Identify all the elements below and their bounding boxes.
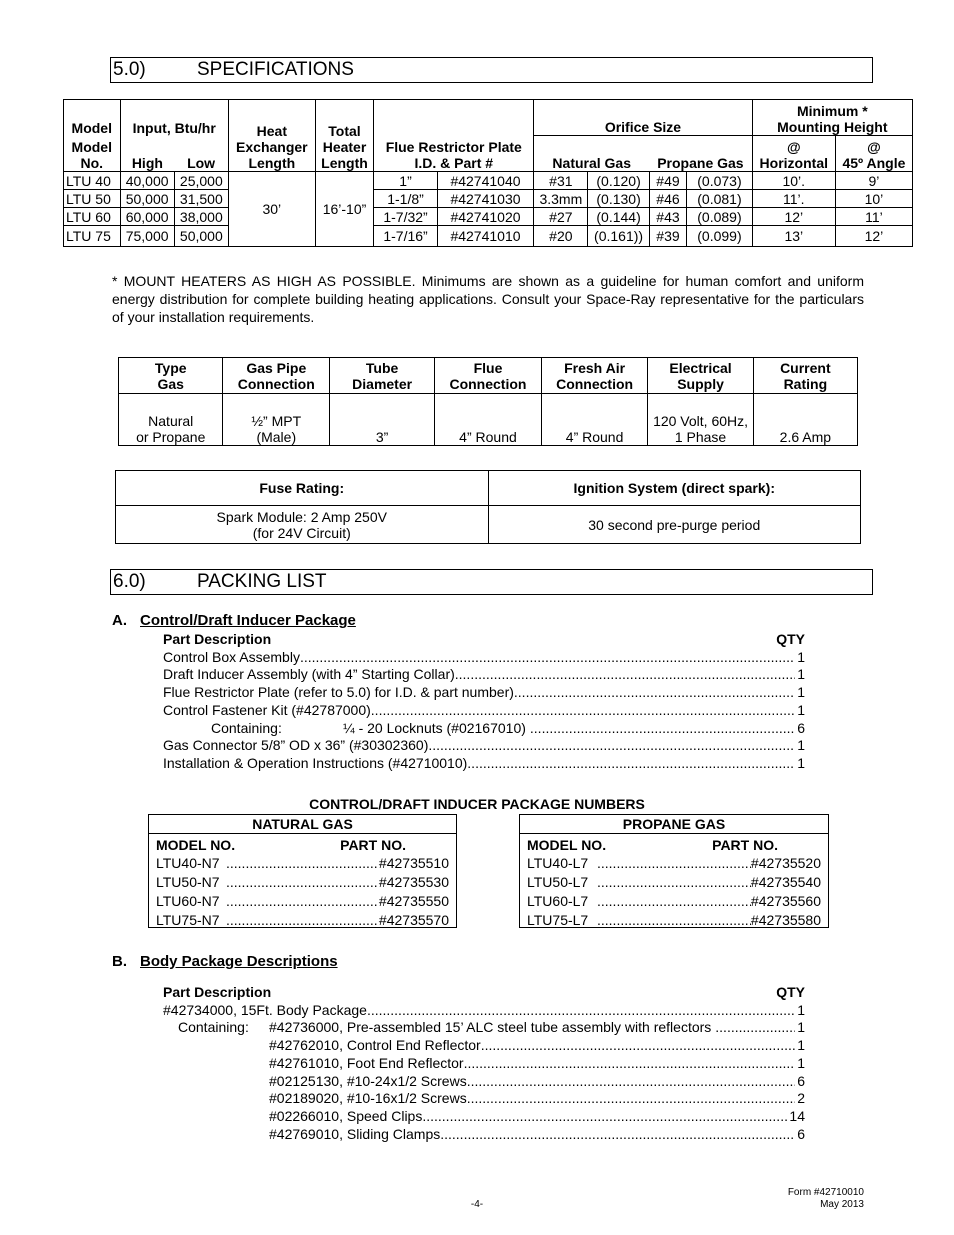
list-item: Control Box Assembly ..... 1 bbox=[163, 649, 805, 667]
cell-fuse-rating: Spark Module: 2 Amp 250V (for 24V Circuit) bbox=[116, 506, 489, 544]
list-item: Gas Connector 5/8” OD x 36” (#30302360) ..... 1 bbox=[163, 737, 805, 755]
th-tube-diameter: Tube Diameter bbox=[330, 358, 435, 394]
th-high: High bbox=[120, 136, 174, 172]
column-headers: MODEL NO. PART NO. bbox=[156, 837, 406, 853]
cell-type-gas: Natural or Propane bbox=[119, 394, 223, 446]
cell-high: 40,000 bbox=[120, 172, 174, 190]
th-gas-pipe: Gas Pipe Connection bbox=[223, 358, 330, 394]
section-title: SPECIFICATIONS bbox=[197, 59, 354, 80]
list-item: #42762010, Control End Reflector ..... 1 bbox=[163, 1037, 805, 1055]
th-flue-restrictor: Flue Restrictor Plate I.D. & Part # bbox=[374, 100, 534, 172]
cell-fresh-air: 4” Round bbox=[541, 394, 648, 446]
cell-ignition-system: 30 second pre-purge period bbox=[488, 506, 861, 544]
list-item: LTU60-N7 ..... #42735550 bbox=[149, 892, 456, 911]
th-min-height: Minimum * Mounting Height bbox=[752, 100, 912, 136]
cell-pg-orifice: #43 bbox=[649, 208, 687, 226]
packing-list-a bbox=[163, 631, 805, 773]
list-item: LTU50-N7 ..... #42735530 bbox=[149, 873, 456, 892]
cell-gas-pipe: ½” MPT (Male) bbox=[223, 394, 330, 446]
th-fuse-rating: Fuse Rating: bbox=[116, 471, 489, 506]
th-model-no: Model No. bbox=[64, 136, 121, 172]
cell-low: 50,000 bbox=[174, 226, 228, 247]
th-propane-gas: Propane Gas bbox=[649, 136, 752, 172]
cell-horizontal: 12’ bbox=[752, 208, 835, 226]
cell-angle: 9’ bbox=[835, 172, 912, 190]
cell-angle: 10’ bbox=[835, 190, 912, 208]
cell-ng-size: (0.144) bbox=[588, 208, 649, 226]
cell-ng-size: (0.120) bbox=[588, 172, 649, 190]
cell-id: 1-7/32” bbox=[374, 208, 437, 226]
cell-high: 50,000 bbox=[120, 190, 174, 208]
list-item: Draft Inducer Assembly (with 4” Starting Collar) ..... 1 bbox=[163, 666, 805, 684]
package-numbers-title: CONTROL/DRAFT INDUCER PACKAGE NUMBERS bbox=[309, 796, 645, 812]
list-item: LTU75-N7 ..... #42735570 bbox=[149, 911, 456, 930]
packing-list-b bbox=[163, 984, 805, 1143]
connection-table bbox=[118, 357, 858, 446]
form-number: Form #42710010 May 2013 bbox=[787, 1187, 864, 1210]
cell-heat-length: 30’ bbox=[228, 172, 315, 247]
th-45-angle: @ 45º Angle bbox=[835, 136, 912, 172]
cell-part: #42741040 bbox=[437, 172, 534, 190]
subsection-a-heading: A. Control/Draft Inducer Package bbox=[112, 612, 356, 629]
natural-gas-box bbox=[148, 814, 457, 928]
cell-ng-size: (0.130) bbox=[588, 190, 649, 208]
cell-angle: 11’ bbox=[835, 208, 912, 226]
th-horizontal: @ Horizontal bbox=[752, 136, 835, 172]
list-item: Control Fastener Kit (#42787000) ..... 1 bbox=[163, 702, 805, 720]
cell-ng-size: (0.161)) bbox=[588, 226, 649, 247]
list-item: LTU60-L7 ..... #42735560 bbox=[520, 892, 828, 911]
cell-ng-orifice: #27 bbox=[534, 208, 588, 226]
cell-pg-size: (0.073) bbox=[687, 172, 752, 190]
list-item: LTU50-L7 ..... #42735540 bbox=[520, 873, 828, 892]
cell-part: #42741020 bbox=[437, 208, 534, 226]
propane-gas-heading: PROPANE GAS bbox=[520, 815, 828, 834]
cell-total-length: 16’-10” bbox=[315, 172, 374, 247]
cell-current: 2.6 Amp bbox=[753, 394, 857, 446]
cell-pg-orifice: #39 bbox=[649, 226, 687, 247]
th-heat-exchanger: Heat Exchanger Length bbox=[228, 100, 315, 172]
cell-id: 1-7/16” bbox=[374, 226, 437, 247]
th-input: Input, Btu/hr bbox=[120, 100, 228, 136]
list-item: Containing: ¼ - 20 Locknuts (#02167010) ..... 6 bbox=[163, 720, 805, 738]
section-number: 5.0) bbox=[113, 59, 146, 80]
list-item: LTU75-L7 ..... #42735580 bbox=[520, 911, 828, 930]
th-current: Current Rating bbox=[753, 358, 857, 394]
cell-part: #42741010 bbox=[437, 226, 534, 247]
section-6-header bbox=[110, 569, 873, 595]
cell-id: 1” bbox=[374, 172, 437, 190]
section-title: PACKING LIST bbox=[197, 571, 327, 592]
column-headers: MODEL NO. PART NO. bbox=[527, 837, 778, 853]
list-item: Installation & Operation Instructions (#42710010) ..... 1 bbox=[163, 755, 805, 773]
list-item: #42734000, 15Ft. Body Package ..... 1 bbox=[163, 1002, 805, 1020]
cell-id: 1-1/8” bbox=[374, 190, 437, 208]
th-fresh-air: Fresh Air Connection bbox=[541, 358, 648, 394]
specifications-table bbox=[63, 99, 913, 247]
list-item: #42761010, Foot End Reflector ..... 1 bbox=[163, 1055, 805, 1073]
section-number: 6.0) bbox=[113, 571, 146, 592]
list-header: Part Description QTY bbox=[163, 984, 805, 1000]
cell-model: LTU 60 bbox=[64, 208, 121, 226]
subsection-b-heading: B. Body Package Descriptions bbox=[112, 953, 338, 970]
th-model: Model bbox=[64, 100, 121, 136]
cell-ng-orifice: #31 bbox=[534, 172, 588, 190]
cell-low: 31,500 bbox=[174, 190, 228, 208]
cell-pg-orifice: #46 bbox=[649, 190, 687, 208]
cell-low: 38,000 bbox=[174, 208, 228, 226]
list-item: Containing: #42736000, Pre-assembled 15’ ALC steel tube assembly with reflectors ..... 1 bbox=[163, 1019, 805, 1037]
table-row bbox=[64, 226, 913, 247]
cell-high: 75,000 bbox=[120, 226, 174, 247]
cell-horizontal: 10’. bbox=[752, 172, 835, 190]
table-row bbox=[64, 208, 913, 226]
cell-model: LTU 50 bbox=[64, 190, 121, 208]
th-type-gas: Type Gas bbox=[119, 358, 223, 394]
table-row bbox=[64, 172, 913, 190]
section-5-header bbox=[110, 57, 873, 83]
natural-gas-heading: NATURAL GAS bbox=[149, 815, 456, 834]
cell-part: #42741030 bbox=[437, 190, 534, 208]
propane-gas-box bbox=[519, 814, 829, 928]
th-orifice-size: Orifice Size bbox=[534, 100, 752, 136]
mounting-note: * MOUNT HEATERS AS HIGH AS POSSIBLE. Minimums are shown as a guideline for human comfort and uniform energy distribution for complete building heating applications. Consult your Space-Ray representative for the particulars of your installation requirements. bbox=[112, 273, 864, 325]
cell-low: 25,000 bbox=[174, 172, 228, 190]
th-low: Low bbox=[174, 136, 228, 172]
cell-pg-size: (0.081) bbox=[687, 190, 752, 208]
cell-model: LTU 75 bbox=[64, 226, 121, 247]
th-electrical: Electrical Supply bbox=[648, 358, 753, 394]
list-item: LTU40-N7 ..... #42735510 bbox=[149, 854, 456, 873]
cell-flue-connection: 4” Round bbox=[435, 394, 542, 446]
th-ignition-system: Ignition System (direct spark): bbox=[488, 471, 861, 506]
cell-ng-orifice: 3.3mm bbox=[534, 190, 588, 208]
list-header: Part Description QTY bbox=[163, 631, 805, 647]
cell-horizontal: 11’. bbox=[752, 190, 835, 208]
cell-high: 60,000 bbox=[120, 208, 174, 226]
list-item: #02125130, #10-24x1/2 Screws ..... 6 bbox=[163, 1073, 805, 1091]
cell-ng-orifice: #20 bbox=[534, 226, 588, 247]
th-natural-gas: Natural Gas bbox=[534, 136, 649, 172]
list-item: LTU40-L7 ..... #42735520 bbox=[520, 854, 828, 873]
table-row bbox=[64, 190, 913, 208]
list-item: #02266010, Speed Clips ..... 14 bbox=[163, 1108, 805, 1126]
cell-horizontal: 13’ bbox=[752, 226, 835, 247]
cell-angle: 12’ bbox=[835, 226, 912, 247]
cell-electrical: 120 Volt, 60Hz, 1 Phase bbox=[648, 394, 753, 446]
page-number: -4- bbox=[470, 1199, 484, 1210]
th-total-length: Total Heater Length bbox=[315, 100, 374, 172]
list-item: #42769010, Sliding Clamps ..... 6 bbox=[163, 1126, 805, 1144]
fuse-ignition-table bbox=[115, 470, 861, 544]
th-flue-connection: Flue Connection bbox=[435, 358, 542, 394]
cell-pg-size: (0.099) bbox=[687, 226, 752, 247]
list-item: Flue Restrictor Plate (refer to 5.0) for I.D. & part number) ..... 1 bbox=[163, 684, 805, 702]
cell-pg-orifice: #49 bbox=[649, 172, 687, 190]
list-item: #02189020, #10-16x1/2 Screws ..... 2 bbox=[163, 1090, 805, 1108]
cell-model: LTU 40 bbox=[64, 172, 121, 190]
cell-tube-diameter: 3” bbox=[330, 394, 435, 446]
cell-pg-size: (0.089) bbox=[687, 208, 752, 226]
